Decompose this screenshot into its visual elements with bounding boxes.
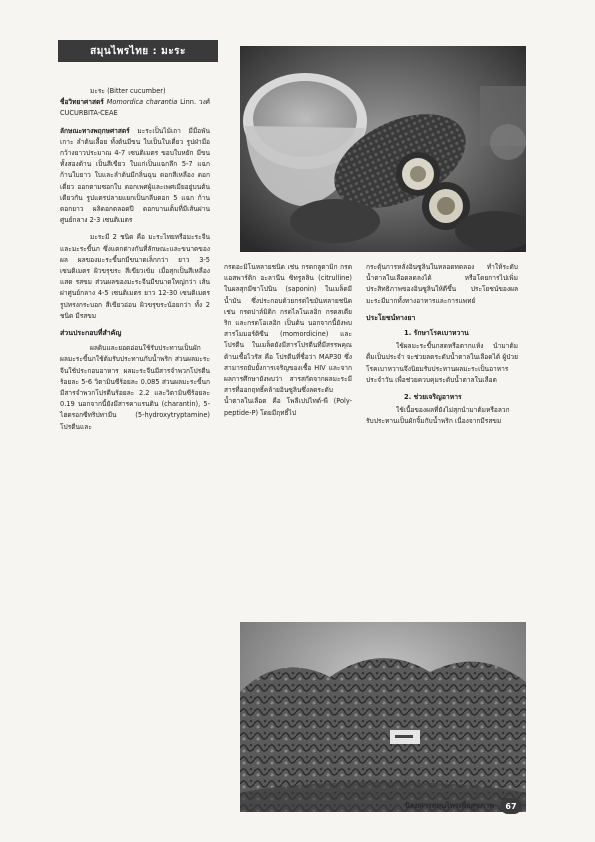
bitter-gourd-tea-photo (240, 46, 526, 252)
column-2-text: กรดอะมิโนหลายชนิด เช่น กรดกลูตามิก กรดแอสพาร์ติก อะลานีน ซิทรูลลิน (citrulline) ในผลสุกมีซาโปนิน (saponin) ในเมล็ดมีน้ำมัน ซึ่งประกอบด้วยกรดไขมันหลายชนิด เช่น กรดปาล์มิติก กรดไลโนเลอิก กรดสเตียริก และกรดโอเลอิก เป็นต้น นอกจากนี้ยังพบสารโมมอร์ดิซีน (momordicine) และโปรตีน ในเมล็ดยังมีสารโปรตีนที่มีสรรพคุณต้านเชื้อไวรัส คือ โปรตีนที่ชื่อว่า MAP30 ซึ่งสามารถยับยั้งการเจริญของเชื้อ HIV และจากผลการศึกษายังพบว่า สารสกัดจากผลมะระมีสารที่ออกฤทธิ์คล้ายอินซูลินซึ่งลดระดับน้ำตาลในเลือด คือ โพลีเปปไทด์-พี (Poly-peptide-P) โดยมีฤทธิ์ไป (224, 263, 352, 417)
bitter-gourd-plant-illustration (240, 622, 526, 812)
constituents-text: ผลดิบและยอดอ่อนใช้รับประทานเป็นผัก ผลมะระขี้นกใช้ต้มรับประทานกับน้ำพริก ส่วนผลมะระจีนใช้ประกอบอาหาร ผลมะระจีนมีสารจำพวกโปรตีนร้อยละ 5-6 วิตามินซีร้อยละ 0.085 ส่วนผลมะระขี้นกมีสารจำพวกโปรตีนร้อยละ 2.2 และวิตามินซีร้อยละ 0.19 นอกจากนี้ยังมีสารคาแรนติน (charantin), 5-ไฮดรอกซีทริปทามีน (5-hydroxytryptamine) โปรตีนและ (60, 344, 210, 431)
page-footer (246, 797, 522, 815)
leaves (290, 199, 380, 243)
varieties-text: มะระมี 2 ชนิด คือ มะระไทยหรือมะระจีน และมะระขี้นก ซึ่งแตกต่างกันที่ลักษณะและขนาดของผล ผลของมะระขี้นกมีขนาดเล็กกว่า ยาว 3-5 เซนติเมตร ผิวขรุขระ สีเขียวเข้ม เมื่อสุกเป็นสีเหลืองแสด รสขม ส่วนผลของมะระจีนมีขนาดใหญ่กว่า เส้นผ่าศูนย์กลาง 4-5 เซนติเมตร ยาว 12-30 เซนติเมตร รูปทรงกระบอก สีเขียวอ่อน ผิวขรุขระน้อยกว่า ทั้ง 2 ชนิด มีรสขม (60, 233, 210, 320)
benefit-1-text: ใช้ผลมะระขี้นกสดหรือตากแห้ง นำมาต้มดื่มเป็นประจำ จะช่วยลดระดับน้ำตาลในเลือดได้ ผู้ป่วยโรคเบาหวานจึงนิยมรับประทานผลมะระเป็นอาหารประจำวัน เพื่อช่วยควบคุมระดับน้ำตาลในเลือด (366, 342, 518, 384)
botany-paragraph (60, 126, 210, 227)
scientific-name-paragraph (60, 97, 210, 119)
constituents-heading: ส่วนประกอบที่สำคัญ (60, 329, 122, 338)
benefits-heading: ประโยชน์ทางยา (366, 313, 416, 322)
benefit-2-heading: 2. ช่วยเจริญอาหาร (404, 393, 462, 402)
column-3-text: กระตุ้นการหลั่งอินซูลินในหลอดทดลอง ทำให้ระดับน้ำตาลในเลือดลดลงได้ หรือโดยการไปเพิ่มประสิทธิภาพของอินซูลินให้ดีขึ้น ประโยชน์ของผลมะระมีมากทั้งทางอาหารและการแพทย์ (366, 263, 518, 305)
benefit-1-heading: 1. รักษาโรคเบาหวาน (404, 329, 469, 338)
bitter-gourd-tea-illustration (240, 46, 526, 252)
text-column-1 (60, 86, 210, 842)
section-header (58, 40, 218, 62)
benefit-2-text: ใช้เนื้อของผลที่ยังไม่สุกนำมาต้มหรือลวก รับประทานเป็นผักจิ้มกับน้ำพริก เนื่องจากมีรสขม (366, 406, 510, 426)
page-number: 67 (500, 798, 522, 814)
bitter-gourd-plant-photo (240, 622, 526, 812)
scientific-name-label: ชื่อวิทยาศาสตร์ (60, 98, 104, 107)
botany-heading: ลักษณะทางพฤกษศาสตร์ (60, 126, 130, 135)
botany-text: มะระเป็นไม้เถา มีมือพันเกาะ ลำต้นเลื้อย ทั้งต้นมีขน ใบเป็นใบเดี่ยว รูปฝ่ามือ กว้างยาวประมาณ 4-7 เซนติเมตร ขอบใบหยัก มีขนทั้งสองด้าน เป็นสีเขียว ใบแก่เป็นแฉกลึก 5-7 แฉก ก้านใบยาว ใบและลำต้นมีกลิ่นฉุน ดอกสีเหลือง ดอกเดี่ยว ออกตามซอกใบ ดอกเพศผู้และเพศเมียอยู่บนต้นเดียวกัน รูปแตรปลายแยกเป็นกลีบดอก 5 แฉก ก้านดอกยาว ผลิดอกตลอดปี ดอกบานเต็มที่มีเส้นผ่านศูนย์กลาง 2-3 เซนติเมตร (60, 126, 210, 225)
section-header-title: สมุนไพรไทย : มะระ (90, 45, 186, 57)
scientific-name: Momordica charantia (106, 98, 178, 107)
publication-name: นิตยสารสมุนไพรเพื่อสุขภาพ (404, 801, 494, 810)
scientific-name-rest: Linn. วงศ์ CUCURBITA-CEAE (60, 98, 210, 118)
text-column-2 (224, 262, 352, 425)
plant-common-name: มะระ (Bitter cucumber) (90, 87, 166, 95)
text-column-3 (366, 262, 518, 434)
